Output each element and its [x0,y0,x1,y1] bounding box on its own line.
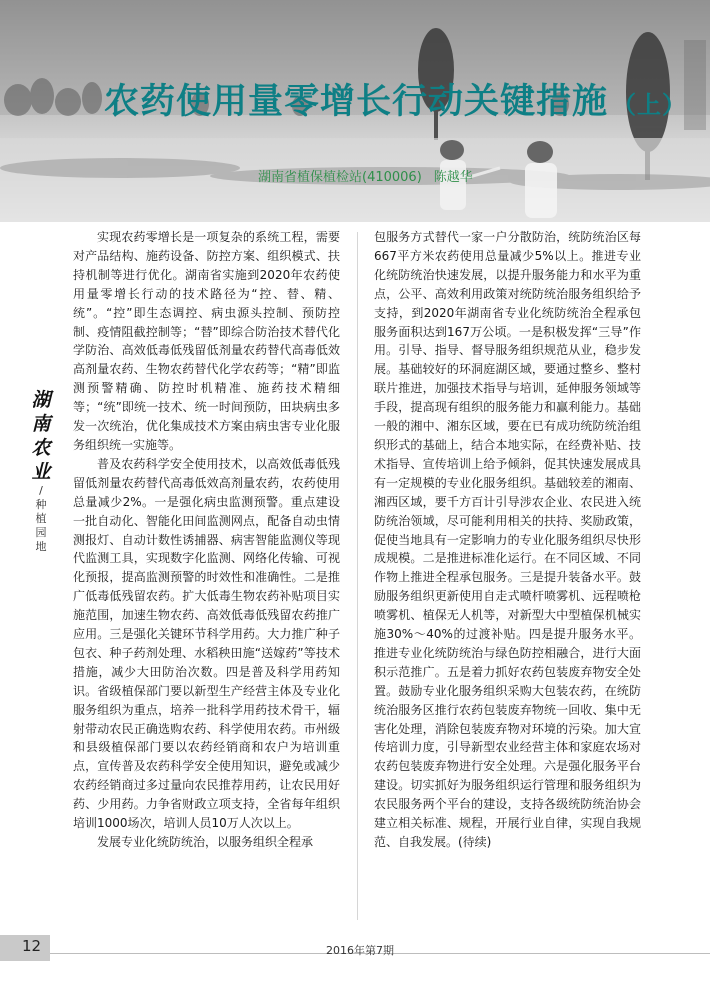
article-title-main: 农药使用量零增长行动关键措施 [104,82,609,122]
article-column-right [374,228,641,852]
page-number: 12 [22,937,42,955]
article-title [104,74,687,124]
magazine-name-char: 湖 [31,389,51,411]
issue-label: 2016年第7期 [326,944,394,957]
article-paragraph: 包服务方式替代一家一户分散防治，统防统治区每667平方米农药使用总量减少5%以上。推进专业化统防统治快速发展，以提升服务能力和水平为重点，公平、高效利用政策对统防统治服务组织给予支持，到2020年湖南省专业化统防统治全程承包服务面积达到167万公顷。一是积极发挥“三导”作用。引导、指导、督导服务组织规范从业，稳步发展。基础较好的环洞庭湖区域，要通过整乡、整村联片推进，加强技术指导与培训，延伸服务领域等手段，提高现有组织的服务能力和赢利能力。基础一般的湘中、湘东区域，要在已有成功统防统治组织形式的基础上，结合本地实际，在经费补贴、技术指导、宣传培训上给予倾斜，促其快速发展成具有一定规模的专业化服务组织。基础较差的湘南、湘西区域，要千方百计引导涉农企业、农民进入统防统治领域，尽可能利用相关的扶持、奖励政策，促使当地具有一定影响力的专业化服务组织尽快形成规模。二是推进标准化运行。在不同区域、不同作物上推进全程承包服务。三是提升装备水平。鼓励服务组织更新使用自走式喷杆喷雾机、远程喷枪喷雾机、植保无人机等，对新型大中型植保机械实施30%～40%的过渡补贴。四是提升服务水平。推进专业化统防统治与绿色防控相融合，进行大面积示范推广。五是着力抓好农药包装废弃物安全处置。鼓励专业化服务组织采购大包装农药，在统防统治服务区推行农药包装废弃物统一回收、集中无害化处理，消除包装废弃物对环境的污染。加大宣传培训力度，引导新型农业经营主体和家庭农场对农药包装废弃物进行安全处理。六是强化服务平台建设。切实抓好为服务组织运行管理和服务组织为农民服务两个平台的建设，支持各级统防统治协会建立相关标准、规程，开展行业自律，实现自我规范、自我发展。(待续) [374,230,641,849]
column-name [26,498,56,554]
magazine-name-char: 农 [31,437,51,459]
column-divider [357,232,358,920]
article-paragraph: 普及农药科学安全使用技术，以高效低毒低残留低剂量农药替代高毒低效高剂量农药，农药使用总量减少2%。一是强化病虫监测预警。重点建设一批自动化、智能化田间监测网点，配备自动虫情测报灯、自动计数性诱捕器、病害智能监测仪等现代监测工具，实现数字化监测、网络化传输、可视化预报，提高监测预警的时效性和准确性。二是推广低毒低残留农药。扩大低毒生物农药补贴项目实施范围，加速生物农药、高效低毒低残留农药推广应用。三是强化关键环节科学用药。大力推广种子包衣、种子药剂处理、水稻秧田施“送嫁药”等技术措施，减少大田防治次数。四是普及科学用药知识。省级植保部门要以新型生产经营主体及专业化服务组织为重点，培养一批科学用药技术骨干，辐射带动农民正确选购农药、科学使用农药。市州级和县级植保部门要以农药经销商和农户为培训重点，宣传普及农药科学安全使用知识，避免或减少农药经销商过多过量向农民推荐用药，让农民用好药、少用药。力争省财政立项支持，全省每年组织培训1000场次，培训人员10万人次以上。 [73,456,340,831]
article-paragraph: 实现农药零增长是一项复杂的系统工程，需要对产品结构、施药设备、防控方案、组织模式、扶持机制等进行优化。湖南省实施到2020年农药使用量零增长行动的技术路径为“控、替、精、统”。“控”即生态调控、病虫源头控制、预防控制、疫情阻截控制等；“替”即综合防治技术替代化学防治、高效低毒低残留低剂量农药替代高毒低效高剂量农药、生物农药替代化学农药等；“精”即监测预警精确、防控时机精准、施药技术精细等；“统”即统一技术、统一时间预防，田块病虫多发一次统治，优化集成技术方案由病虫害专业化服务组织统一实施等。 [73,230,340,452]
magazine-name-char: 南 [31,413,51,435]
sidebar-separator: / [39,484,43,497]
author-names: 陈越华 [433,170,473,185]
column-name-char: 植 [35,512,47,525]
column-name-char: 种 [35,498,47,511]
article-title-part: （上） [612,91,688,119]
column-name-char: 园 [35,526,47,539]
article-column-left [73,228,340,852]
magazine-name [26,388,56,484]
author-organization: 湖南省植保植检站(410006) [258,170,422,185]
column-name-char: 地 [35,540,47,553]
author-byline [258,166,473,185]
sidebar-section-label [26,388,56,554]
article-paragraph: 发展专业化统防统治，以服务组织全程承 [97,835,314,849]
magazine-name-char: 业 [31,461,51,483]
